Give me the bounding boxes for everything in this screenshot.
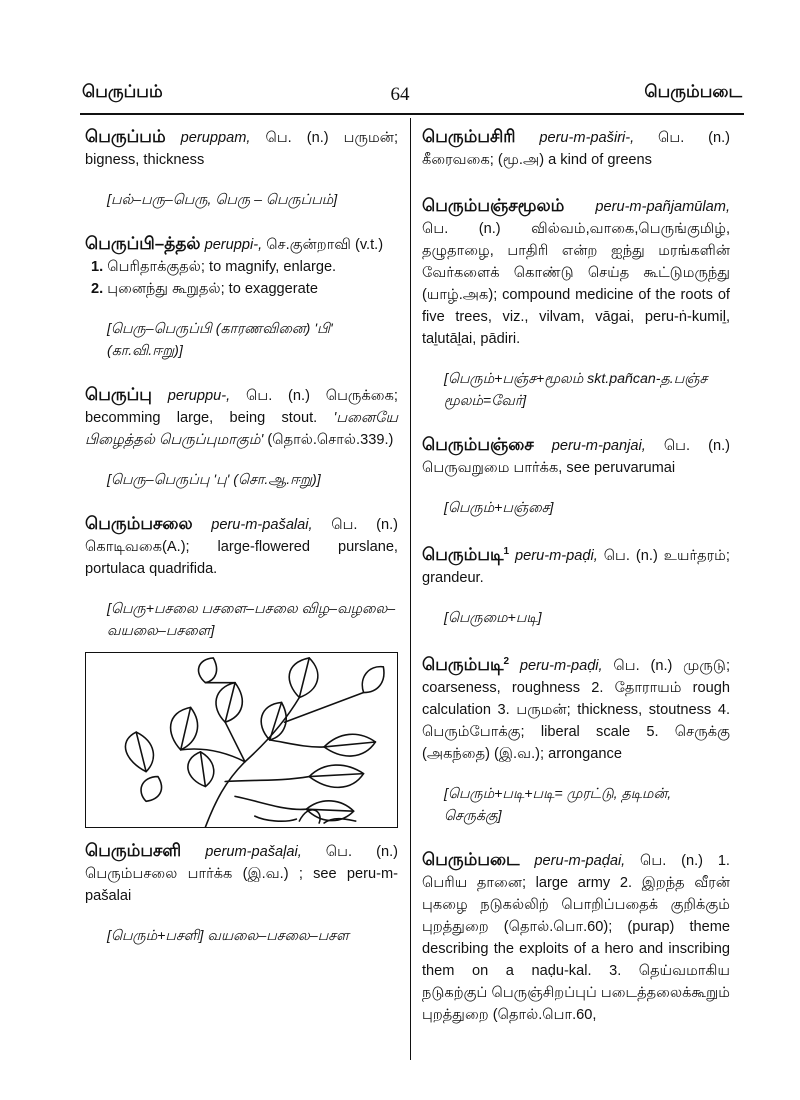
headword: பெரும்பசலை [85,514,193,533]
headword: பெருப்பு [85,385,152,404]
gloss: பெருவறுமை பார்க்க, see peruvarumai [422,460,676,476]
etymology: [பெரு+பசலை பசளை–பசலை விழ–வழலை–வயலை–பசளை] [107,601,396,639]
etymology: [பெரு–பெருப்பி (காரணவினை) 'பி' (கா.வி.ஈறு)] [107,321,333,359]
transliteration: peru-m-paḍi, [519,657,603,674]
transliteration: peruppam, [180,130,251,146]
grammar: செ.குன்றாவி (v.t.) [262,237,384,253]
grammar: பெ. (n.) [422,221,501,237]
reference: (தொல்.சொல்.339.) [263,432,394,448]
transliteration: peruppu-, [167,388,231,404]
sense-number: 2. [91,281,104,297]
grammar: பெ. (n.) [625,852,704,869]
grammar: பெ. (n.) [645,438,730,454]
etymology: [பெரும்+படி+படி= முரட்டு, தடிமன், செருக்கு] [444,785,672,824]
transliteration: peru-m-pašalai, [211,517,313,533]
headword: பெரும்பஞ்சை [422,435,534,454]
headword: பெரும்படை [422,849,520,869]
gloss: 1. பெரிய தானை; large army 2. இறந்த வீரன் புகழை நடுகல்லிற் பொறிப்பதைக் குறிக்கும் புறத்துறை (தொல்.பொ.60); (purap) theme describing the exploits of a hero and inscribing them on a naḍu-kal. 3. தெய்வமாகிய நடுகற்குப் பெருஞ்சிறப்புப் படைத்தலைக்கூறும் புறத்துறை (தொல்.பொ.60, [422,852,731,1023]
entry-perumpadi-2 [422,651,730,765]
transliteration: peru-m-panjai, [551,438,646,454]
transliteration: peru-m-paširi-, [539,130,635,146]
headword: பெருப்பி–த்தல் [85,234,201,253]
etymology: [பெரும்+பஞ்ச+மூலம் skt.pañcan-த.பஞ்ச மூலம்=வேர்] [444,371,708,409]
gloss: becomming large, being stout. [85,410,318,426]
headword: பெரும்பசளி [85,841,182,860]
entry-perumpanjai [422,434,730,479]
etymology: [பல்–பரு–பெரு, பெரு – பெருப்பம்] [107,192,338,208]
transliteration: peruppi-, [204,237,263,253]
etymology: [பெரும்+பசளி] வயலை–பசலை–பசள [107,928,349,944]
headword: பெரும்பசிரி [422,127,516,146]
etymology: [பெருமை+படி] [444,609,542,626]
sense-number: 1. [91,259,104,275]
transliteration: perum-pašaļai, [205,844,302,860]
homonym-number: 1 [503,546,510,557]
entry-perumpadi-1 [422,541,730,589]
gloss: grandeur. [422,569,484,586]
gloss: பெரும்பசலை பார்க்க (இ.வ.) ; see peru-m-pašalai [85,866,398,904]
transliteration: peru-m-pañjamūlam, [595,199,730,215]
gloss: bigness, thickness [85,152,205,168]
sense-text: புனைந்து கூறுதல்; to exaggerate [103,281,318,297]
entry-perumpasali [85,840,398,907]
header-rule [80,113,744,115]
grammar: பெ. (n.) [301,844,398,860]
gloss: கீரைவகை; (மூ.அ) a kind of greens [422,152,652,168]
plant-drawing [86,653,397,827]
gloss: வில்வம்,வாகை,பெருங்குமிழ், தழுதாழை, பாதிரி என்ற ஐந்து மரங்களின் வேர்களைக் கொண்டு செய்த கூட்டுமருந்து (யாழ்.அக); compound medicine of the roots of five trees, viz., vilvam, vāgai, peru-ṅ-kumiḻ, taḻutāḻai, pādiri. [422,221,730,347]
entry-perumpanjamulam [422,195,730,350]
headword: பெரும்படி [422,654,504,674]
homonym-number: 2 [503,655,510,667]
gloss: coarseness, roughness 2. தோராயம் rough calculation 3. பருமன்; thickness, stoutness 4. பெரும்போக்கு; liberal scale 5. செருக்கு (அகந்தை) (இ.வ.); arrongance [422,679,730,762]
portulaca-plant-drawing-icon [85,652,398,828]
headword: பெருப்பம் [85,127,166,146]
column-divider [410,118,411,1060]
grammar: பெ. (n.) உயர்தரம்; [597,547,730,564]
running-head-left: பெருப்பம் [82,82,163,101]
entry-peruppu [85,384,398,451]
entry-peruppi-ttal [85,233,398,300]
transliteration: peru-m-paḍi, [515,547,598,564]
left-column [85,126,398,969]
grammar: பெ. (n.) [312,517,398,533]
gloss: கொடிவகை(A.); large-flowered purslane, portulaca quadrifida. [85,539,398,577]
entry-perumpasiri [422,126,730,171]
grammar: பெ. (n.) [634,130,730,146]
grammar: பெ. (n.) பெருக்கை; [230,388,398,404]
etymology: [பெரும்+பஞ்சை] [444,500,554,516]
entry-peruppam [85,126,398,171]
grammar: பெ. (n.) பருமன்; [250,130,398,146]
transliteration: peru-m-paḍai, [534,852,626,869]
quotation: 'பனையே பிழைத்தல் பெருப்புமாகும்' [85,410,398,448]
headword: பெரும்படி [422,544,504,564]
grammar: பெ. (n.) முருடு; [602,657,730,674]
running-head-right: பெரும்படை [644,82,742,101]
page-number: 64 [390,84,410,105]
right-column [422,126,730,1044]
sense-text: பெரிதாக்குதல்; to magnify, enlarge. [103,259,337,275]
headword: பெரும்பஞ்சமூலம் [422,196,565,215]
entry-perumpasalai [85,513,398,580]
etymology: [பெரு–பெருப்பு 'பு' (சொ.ஆ.ஈறு)] [107,472,321,488]
entry-perumpadai [422,849,730,1026]
